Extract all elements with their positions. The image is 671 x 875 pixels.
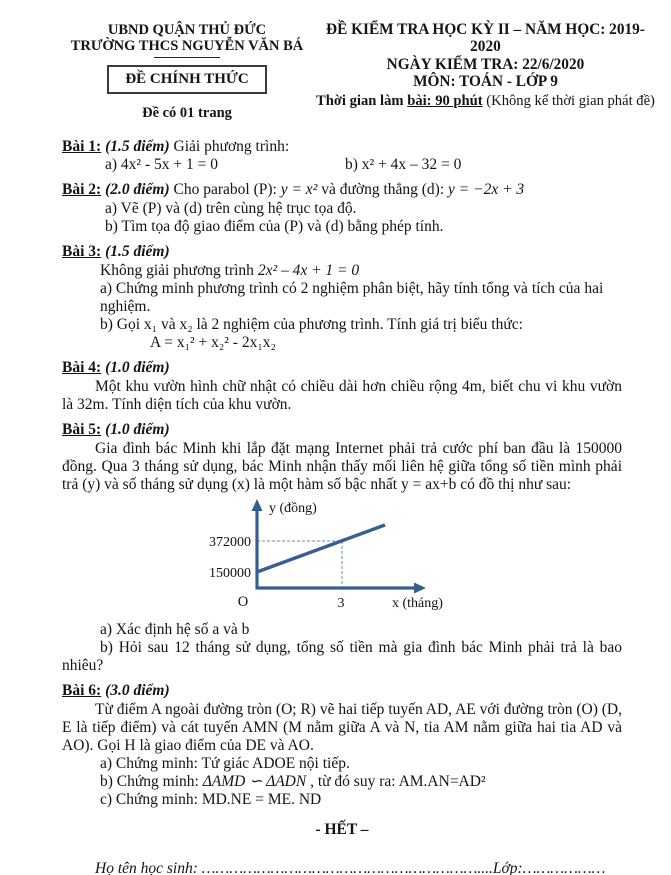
problem-1-items — [62, 156, 622, 174]
problem-6-item-a: a) Chứng minh: Tứ giác ADOE nội tiếp. — [100, 754, 350, 772]
problem-5-label: Bài 5: — [62, 421, 102, 439]
problem-5-points: (1.0 điểm) — [105, 421, 170, 439]
problem-3 — [62, 243, 622, 352]
official-exam-box: ĐỀ CHÍNH THỨC — [107, 65, 266, 94]
problem-4-heading — [62, 359, 622, 377]
problem-1-item-a: a) 4x² - 5x + 1 = 0 — [105, 156, 218, 174]
problem-6-paragraph: Từ điểm A ngoài đường tròn (O; R) vẽ hai tiếp tuyến AD, AE với đường tròn (O) (D, E là tiếp điểm) và cát tuyến AMN (M nằm giữa A và N, tia AM nằm giữa hai tia AD và AO). Gọi H là giao điểm của DE và AO. — [62, 700, 622, 754]
header-right — [312, 22, 655, 109]
problem-5-paragraph: Gia đình bác Minh khi lắp đặt mạng Internet phải trả cước phí ban đầu là 150000 đồng. Qua 3 tháng sử dụng, bác Minh nhận thấy mối liên hệ giữa tổng số tiền mình phải trả (y) và số tháng sử dụng (x) là một hàm số bậc nhất y = ax+b có đồ thị như sau: — [62, 440, 622, 493]
chart-svg — [195, 496, 505, 614]
problem-1-heading — [62, 138, 622, 156]
problem-4-label: Bài 4: — [62, 359, 102, 377]
origin-label: O — [237, 593, 249, 610]
problem-5 — [62, 421, 622, 675]
x-axis-arrow-icon — [414, 582, 426, 593]
exam-subject: MÔN: TOÁN - LỚP 9 — [413, 73, 558, 91]
problem-3-formula: A = x₁² + x₂² - 2x₁x₂ — [150, 334, 276, 352]
problem-1-item-b: b) x² + 4x – 32 = 0 — [345, 156, 462, 174]
cost-month-chart — [195, 496, 622, 619]
y-tick-150000: 150000 — [209, 565, 251, 581]
problem-2-intro-pre: Cho parabol (P): — [173, 181, 281, 199]
student-name-dots: …………………………………………………….... — [201, 859, 493, 875]
problem-3-item-b: b) Gọi x₁ và x₂ là 2 nghiệm của phương trình. Tính giá trị biểu thức: — [100, 316, 523, 334]
exam-title: ĐỀ KIỂM TRA HỌC KỲ II – NĂM HỌC: 2019-2020 — [326, 21, 645, 55]
problem-6-item-b-pre: b) Chứng minh: — [100, 772, 203, 790]
problem-5-heading — [62, 421, 622, 439]
problem-3-statement-text: Không giải phương trình — [100, 262, 258, 280]
exam-body — [62, 138, 622, 875]
problem-6-points: (3.0 điểm) — [105, 681, 170, 699]
problem-2-equation-line: y = −2x + 3 — [448, 181, 525, 199]
exam-date: NGÀY KIỂM TRA: 22/6/2020 — [386, 55, 585, 73]
problem-6-similar-triangles: ΔAMD ∽ ΔADN — [202, 772, 307, 790]
header-left — [62, 22, 312, 122]
student-name-label: Họ tên học sinh: — [95, 859, 202, 875]
problem-6-label: Bài 6: — [62, 681, 102, 699]
problem-6 — [62, 682, 622, 809]
problem-3-points: (1.5 điểm) — [105, 243, 170, 261]
y-axis-label: y (đồng) — [269, 500, 317, 516]
problem-1 — [62, 138, 622, 175]
problem-1-points: (1.5 điểm) — [105, 137, 170, 155]
duration-pre: Thời gian làm — [316, 93, 408, 110]
problem-2-item-a: a) Vẽ (P) và (d) trên cùng hệ trục tọa độ. — [105, 200, 357, 218]
problem-2-points: (2.0 điểm) — [105, 181, 170, 199]
problem-2-heading — [62, 181, 622, 199]
problem-3-heading — [62, 243, 622, 261]
problem-4 — [62, 359, 622, 414]
problem-6-heading — [62, 682, 622, 700]
problem-1-intro: Giải phương trình: — [173, 137, 290, 155]
problem-3-label: Bài 3: — [62, 243, 102, 261]
problem-1-label: Bài 1: — [62, 137, 102, 155]
problem-3-item-a: a) Chứng minh phương trình có 2 nghiệm phân biệt, hãy tính tổng và tích của hai nghiệm. — [100, 280, 604, 316]
problem-2-equation-parabola: y = x² — [280, 181, 318, 199]
x-axis-label: x (tháng) — [392, 595, 443, 611]
exam-duration — [316, 93, 655, 109]
x-tick-3: 3 — [337, 595, 345, 611]
problem-2-intro-mid: và đường thẳng (d): — [317, 181, 449, 199]
class-label: Lớp: — [492, 859, 523, 875]
y-axis-arrow-icon — [252, 499, 263, 511]
y-tick-372000: 372000 — [209, 534, 251, 550]
page-count-note: Đề có 01 trang — [142, 105, 232, 122]
problem-6-item-c: c) Chứng minh: MD.NE = ME. ND — [100, 790, 322, 808]
school-name: TRƯỜNG THCS NGUYỄN VĂN BÁ — [70, 38, 304, 55]
problem-6-item-b — [62, 773, 622, 791]
cost-line — [257, 525, 385, 572]
problem-4-points: (1.0 điểm) — [105, 359, 170, 377]
header — [62, 21, 655, 122]
problem-4-paragraph: Một khu vườn hình chữ nhật có chiều dài hơn chiều rộng 4m, biết chu vi khu vườn là 32m. Tính diện tích của khu vườn. — [62, 378, 622, 414]
problem-6-item-b-post: , từ đó suy ra: AM.AN=AD² — [306, 772, 486, 790]
end-mark: - HẾT – — [315, 820, 369, 838]
problem-3-statement — [62, 262, 622, 280]
problem-5-item-b: b) Hỏi sau 12 tháng sử dụng, tổng số tiền mà gia đình bác Minh phải trả là bao nhiêu? — [62, 638, 622, 674]
problem-2 — [62, 181, 622, 236]
student-name-line — [62, 860, 622, 875]
problem-2-label: Bài 2: — [62, 181, 102, 199]
problem-5-item-a: a) Xác định hệ số a và b — [100, 620, 250, 638]
duration-note: (Không kể thời gian phát đề) — [482, 93, 655, 110]
authority-name: UBND QUẬN THỦ ĐỨC — [107, 22, 267, 38]
duration-underlined: bài: 90 phút — [407, 93, 483, 110]
problem-3-equation: 2x² – 4x + 1 = 0 — [257, 262, 360, 280]
class-dots: ……………… — [522, 859, 606, 875]
problem-2-item-b: b) Tìm tọa độ giao điểm của (P) và (d) bằng phép tính. — [105, 218, 444, 236]
header-divider — [154, 57, 220, 58]
